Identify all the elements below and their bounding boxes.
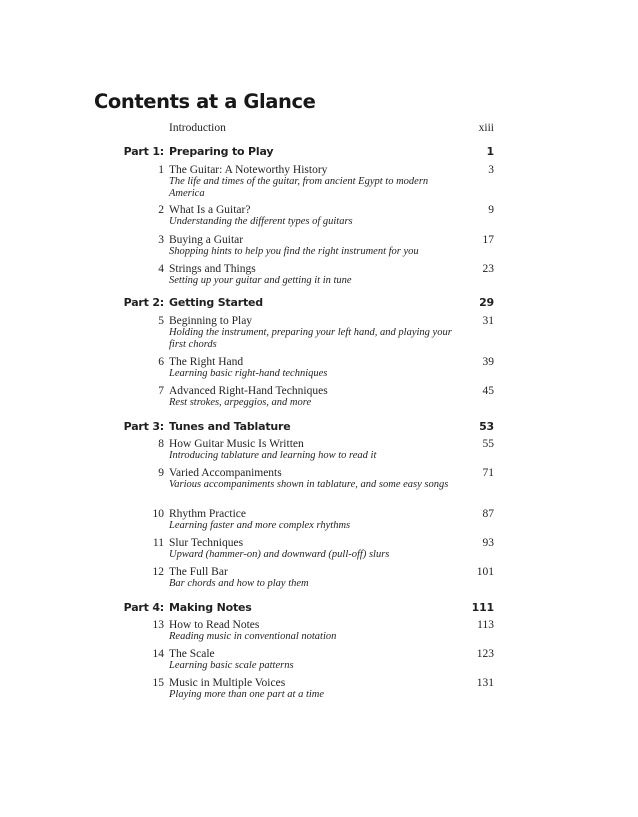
part-page: 1 bbox=[486, 145, 494, 158]
chapter-title: What Is a Guitar? bbox=[169, 204, 251, 216]
chapter-title: Rhythm Practice bbox=[169, 508, 246, 520]
part-page: 111 bbox=[471, 601, 494, 614]
chapter-page: 123 bbox=[476, 648, 494, 660]
chapter-description: Shopping hints to help you find the right instrument for you bbox=[169, 246, 419, 257]
part-title: Preparing to Play bbox=[169, 145, 274, 158]
chapter-title: Music in Multiple Voices bbox=[169, 677, 286, 689]
chapter-number: 9 bbox=[158, 467, 164, 479]
chapter-title: How Guitar Music Is Written bbox=[169, 438, 304, 450]
chapter-title: The Full Bar bbox=[169, 566, 228, 578]
chapter-description: Learning basic right-hand techniques bbox=[169, 368, 328, 379]
chapter-title: Beginning to Play bbox=[169, 315, 253, 327]
chapter-number: 6 bbox=[158, 356, 164, 368]
chapter-number: 2 bbox=[158, 204, 164, 216]
part-title: Getting Started bbox=[169, 296, 263, 309]
chapter-number: 3 bbox=[158, 234, 164, 246]
chapter-title: The Right Hand bbox=[169, 356, 244, 368]
part-label: Part 3: bbox=[123, 420, 164, 433]
chapter-title: Advanced Right-Hand Techniques bbox=[169, 385, 328, 397]
chapter-description: Introducing tablature and learning how to read it bbox=[169, 450, 377, 461]
chapter-page: 31 bbox=[482, 315, 494, 327]
part-label: Part 4: bbox=[123, 601, 164, 614]
chapter-title: How to Read Notes bbox=[169, 619, 260, 631]
chapter-page: 39 bbox=[482, 356, 494, 368]
chapter-page: 87 bbox=[482, 508, 494, 520]
part-title: Making Notes bbox=[169, 601, 252, 614]
chapter-page: 23 bbox=[482, 263, 494, 275]
chapter-number: 14 bbox=[152, 648, 164, 660]
chapter-description: Playing more than one part at a time bbox=[169, 689, 325, 700]
chapter-page: 3 bbox=[488, 164, 494, 176]
toc-introduction-page: xiii bbox=[478, 122, 494, 134]
chapter-number: 11 bbox=[152, 537, 164, 549]
chapter-description: Learning basic scale patterns bbox=[169, 660, 294, 671]
chapter-title: Varied Accompaniments bbox=[169, 467, 282, 479]
part-label: Part 1: bbox=[123, 145, 164, 158]
chapter-page: 45 bbox=[482, 385, 494, 397]
page-title: Contents at a Glance bbox=[94, 90, 316, 113]
chapter-description: Upward (hammer-on) and downward (pull-off) slurs bbox=[169, 549, 390, 560]
chapter-page: 113 bbox=[477, 619, 494, 631]
chapter-title: The Scale bbox=[169, 648, 215, 660]
chapter-number: 12 bbox=[152, 566, 164, 578]
chapter-number: 10 bbox=[152, 508, 164, 520]
chapter-description: Setting up your guitar and getting it in tune bbox=[169, 275, 352, 286]
chapter-number: 4 bbox=[158, 263, 164, 275]
chapter-number: 5 bbox=[158, 315, 164, 327]
chapter-description: Reading music in conventional notation bbox=[169, 631, 337, 642]
chapter-number: 13 bbox=[152, 619, 164, 631]
chapter-description: Various accompaniments shown in tablature, and some easy songs bbox=[169, 479, 449, 490]
chapter-page: 93 bbox=[482, 537, 494, 549]
chapter-page: 55 bbox=[482, 438, 494, 450]
chapter-page: 9 bbox=[488, 204, 494, 216]
part-label: Part 2: bbox=[123, 296, 164, 309]
chapter-description: Understanding the different types of guitars bbox=[169, 216, 353, 227]
chapter-title: Strings and Things bbox=[169, 263, 256, 275]
chapter-page: 101 bbox=[476, 566, 494, 578]
chapter-title: Slur Techniques bbox=[169, 537, 244, 549]
chapter-page: 17 bbox=[482, 234, 494, 246]
chapter-description: Holding the instrument, preparing your left hand, and playing your first chords bbox=[169, 327, 452, 350]
part-page: 29 bbox=[479, 296, 494, 309]
chapter-description: Learning faster and more complex rhythms bbox=[169, 520, 351, 531]
chapter-description: Rest strokes, arpeggios, and more bbox=[169, 397, 312, 408]
chapter-title: Buying a Guitar bbox=[169, 234, 244, 246]
toc-introduction-label: Introduction bbox=[169, 122, 226, 134]
chapter-number: 8 bbox=[158, 438, 164, 450]
chapter-description: Bar chords and how to play them bbox=[169, 578, 309, 589]
chapter-number: 1 bbox=[158, 164, 164, 176]
chapter-number: 15 bbox=[152, 677, 164, 689]
part-page: 53 bbox=[479, 420, 494, 433]
chapter-page: 131 bbox=[476, 677, 494, 689]
chapter-title: The Guitar: A Noteworthy History bbox=[169, 164, 328, 176]
chapter-description: The life and times of the guitar, from ancient Egypt to modern America bbox=[169, 176, 429, 199]
part-title: Tunes and Tablature bbox=[169, 420, 291, 433]
chapter-page: 71 bbox=[482, 467, 494, 479]
chapter-number: 7 bbox=[158, 385, 164, 397]
